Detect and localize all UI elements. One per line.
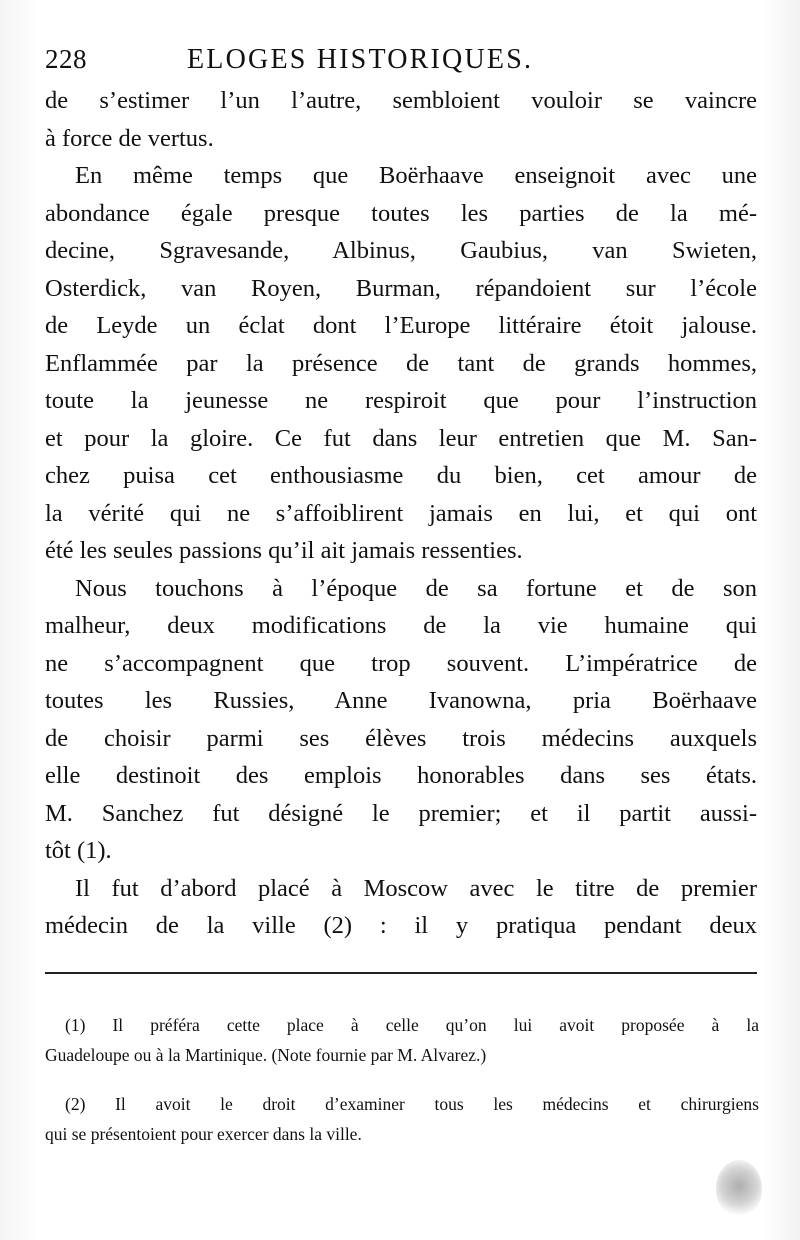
footnote-line: qui se présentoient pour exercer dans la ville. <box>45 1124 362 1144</box>
text-line: malheur, deux modifications de la vie humaine qui <box>45 612 757 639</box>
text-line: En même temps que Boërhaave enseignoit avec une <box>75 162 757 189</box>
page-header <box>45 44 760 84</box>
text-line: Nous touchons à l’époque de sa fortune et de son <box>75 574 757 602</box>
text-line: decine, Sgravesande, Albinus, Gaubius, van Swieten, <box>45 237 757 264</box>
footnote-separator <box>45 972 757 974</box>
text-line: de s’estimer l’un l’autre, sembloient vouloir se vaincre <box>45 87 757 114</box>
text-line: été les seules passions qu’il ait jamais ressenties. <box>45 537 523 564</box>
text-line: la vérité qui ne s’affoiblirent jamais en lui, et qui ont <box>45 499 757 527</box>
footnote-gap <box>45 1070 759 1089</box>
footnotes <box>45 1010 759 1149</box>
text-line: de choisir parmi ses élèves trois médecins auxquels <box>45 724 757 752</box>
ink-smudge <box>716 1160 762 1218</box>
footnote-line: Guadeloupe ou à la Martinique. (Note fournie par M. Alvarez.) <box>45 1045 487 1065</box>
text-line: tôt (1). <box>45 837 112 864</box>
footnote-line: (1) Il préféra cette place à celle qu’on lui avoit proposée à la <box>65 1015 759 1035</box>
text-line: à force de vertus. <box>45 124 214 152</box>
text-line: médecin de la ville (2) : il y pratiqua pendant deux <box>45 912 757 939</box>
text-line: M. Sanchez fut désigné le premier; et il partit aussi- <box>45 799 757 827</box>
text-line: elle destinoit des emplois honorables dans ses états. <box>45 762 757 789</box>
text-line: toute la jeunesse ne respiroit que pour l’instruction <box>45 387 757 414</box>
body-text <box>45 82 757 945</box>
text-line: de Leyde un éclat dont l’Europe littéraire étoit jalouse. <box>45 312 757 339</box>
text-line: toutes les Russies, Anne Ivanowna, pria Boërhaave <box>45 687 757 714</box>
text-line: et pour la gloire. Ce fut dans leur entretien que M. San- <box>45 424 757 452</box>
page-number: 228 <box>45 44 87 74</box>
text-line: ne s’accompagnent que trop souvent. L’impératrice de <box>45 649 757 677</box>
text-line: chez puisa cet enthousiasme du bien, cet amour de <box>45 462 757 489</box>
text-line: Osterdick, van Royen, Burman, répandoient sur l’école <box>45 274 757 302</box>
footnote-line: (2) Il avoit le droit d’examiner tous les médecins et chirurgiens <box>65 1094 759 1114</box>
text-line: abondance égale presque toutes les parties de la mé- <box>45 199 757 227</box>
text-line: Enflammée par la présence de tant de grands hommes, <box>45 349 757 377</box>
text-line: Il fut d’abord placé à Moscow avec le titre de premier <box>75 874 757 902</box>
running-title: ELOGES HISTORIQUES. <box>187 44 534 75</box>
